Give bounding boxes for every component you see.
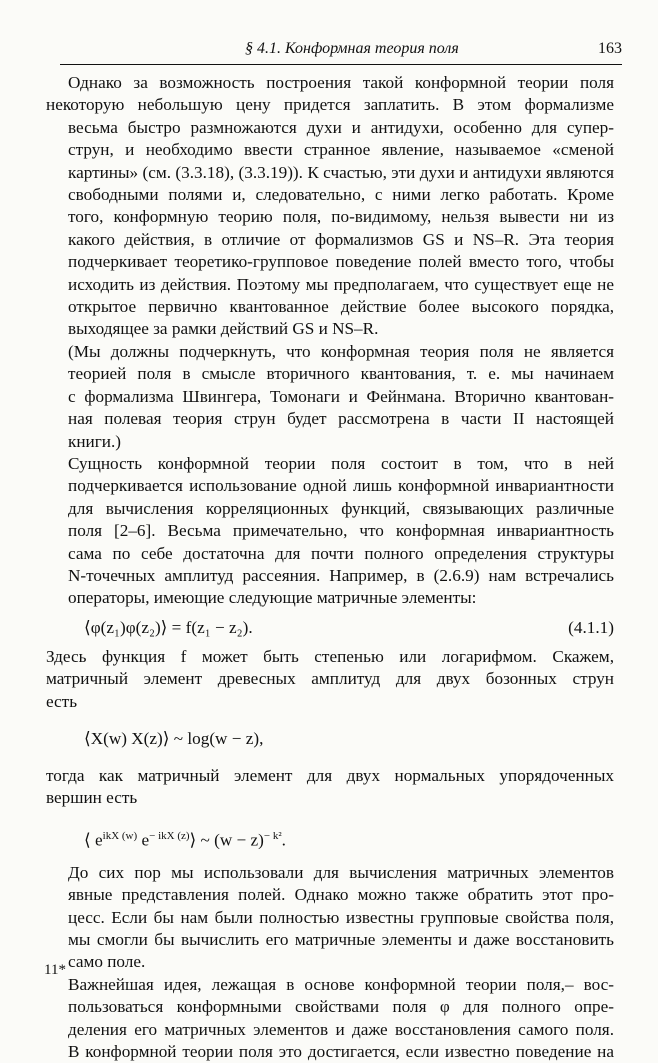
- eq-part: ⟨ e: [84, 830, 103, 850]
- text-line: какого действия, в отличие от формализмов GS и NS–R. Эта теория: [68, 229, 614, 249]
- text-line: исходить из действия. Поэтому мы предполагаем, что существует еще не: [68, 274, 614, 294]
- text-line: матричный элемент древесных амплитуд для двух бозонных струн: [46, 669, 614, 689]
- paragraph-4: [46, 646, 614, 713]
- text-line: ная полевая теория струн будет рассмотрена в части II настоящей: [68, 409, 614, 429]
- page-number: 163: [598, 40, 622, 57]
- text-line: выходящее за рамки действий GS и NS–R.: [68, 319, 379, 339]
- text-line: картины» (см. (3.3.18), (3.3.19)). К счастью, эти духи и антидухи являются: [68, 162, 614, 182]
- text-line: мы смогли бы вычислить его матричные элементы и даже восстановить: [68, 930, 614, 949]
- equation-vertex: [46, 818, 614, 854]
- text-line: сама по себе достаточна для почти полного определения структуры: [68, 543, 614, 563]
- eq-part: e: [137, 830, 150, 850]
- text-line: теорией поля в смысле вторичного квантования, т. е. мы начинаем: [68, 364, 614, 384]
- header-rule: [60, 64, 622, 65]
- text-line: Здесь функция f может быть степенью или логарифмом. Скажем,: [46, 646, 614, 666]
- equation-number: (4.1.1): [568, 617, 614, 637]
- eq-part: ⟩ ~ (w − z): [189, 830, 264, 850]
- text-line: В конформной теории поля это достигается, если известно поведение на: [68, 1042, 614, 1062]
- text-line: подчеркивает теоретико-групповое поведение полей вместо того, чтобы: [68, 252, 614, 272]
- text-line: подчеркивается использование одной лишь конформной инвариантности: [68, 476, 614, 496]
- text-line: весьма быстро размножаются духи и антидухи, особенно для супер-: [68, 117, 614, 137]
- text-line: Важнейшая идея, лежащая в основе конформной теории поля,– вос-: [68, 974, 614, 994]
- equation-formula: ⟨φ(z₁)φ(z₂)⟩ = f(z₁ − z₂).: [84, 617, 253, 637]
- paragraph-2: [46, 341, 614, 453]
- text-line: (Мы должны подчеркнуть, что конформная теория поля не является: [68, 341, 614, 361]
- text-line: пользоваться конформными свойствами поля φ для полного опре-: [68, 997, 614, 1017]
- eq-part: .: [281, 830, 286, 850]
- equation-4-1-1: [46, 610, 614, 646]
- spacer: [46, 757, 614, 765]
- text-line: поля [2–6]. Весьма примечательно, что конформная инвариантность: [68, 521, 614, 541]
- text-line: того, конформную теорию поля, по-видимому, нельзя вывести ни из: [68, 207, 614, 227]
- spacer: [46, 810, 614, 818]
- text-line: книги.): [68, 431, 122, 451]
- text-line: есть: [46, 691, 78, 711]
- running-header: [60, 36, 622, 62]
- text-line: свободными полями и, следовательно, с ними легко работать. Кроме: [68, 185, 614, 205]
- text-line: цесс. Если бы нам были полностью известны групповые свойства поля,: [68, 907, 614, 927]
- signature-mark: 11*: [44, 962, 66, 978]
- text-line: До сих пор мы использовали для вычисления матричных элементов: [68, 862, 614, 882]
- text-line: Однако за возможность построения такой конформной теории поля: [68, 73, 614, 92]
- text-line: тогда как матричный элемент для двух нормальных упорядоченных: [46, 765, 614, 785]
- text-line: струн, и необходимо ввести странное явление, называемое «сменой: [68, 140, 614, 160]
- paragraph-5: [46, 765, 614, 810]
- text-line: для вычисления корреляционных функций, связывающих различные: [68, 498, 614, 518]
- text-line: некоторую небольшую цену придется заплатить. В этом формализме: [46, 95, 614, 115]
- equation-log: [46, 721, 614, 757]
- eq-superscript: ikX (w): [102, 829, 138, 842]
- text-line: операторы, имеющие следующие матричные элементы:: [68, 588, 477, 608]
- section-title: § 4.1. Конформная теория поля: [245, 40, 459, 57]
- body-text: [46, 72, 614, 1063]
- eq-superscript: − ikX (z): [149, 829, 190, 842]
- paragraph-1: [46, 72, 614, 341]
- equation-formula: [84, 818, 286, 859]
- text-line: вершин есть: [46, 788, 138, 808]
- paragraph-3: [46, 453, 614, 610]
- text-line: открытое первично квантованное действие более высокого порядка,: [68, 297, 614, 317]
- spacer: [46, 713, 614, 721]
- text-line: деления его матричных элементов и даже восстановления самого поля.: [68, 1019, 614, 1039]
- text-line: с формализма Швингера, Томонаги и Фейнмана. Вторично квантован-: [68, 386, 614, 406]
- paragraph-7: [46, 974, 614, 1063]
- eq-superscript: − k²: [263, 829, 282, 842]
- paragraph-6: [46, 862, 614, 974]
- text-line: N-точечных амплитуд рассеяния. Например, в (2.6.9) нам встречались: [68, 565, 614, 585]
- equation-formula: ⟨X(w) X(z)⟩ ~ log(w − z),: [84, 728, 264, 748]
- text-line: явные представления полей. Однако можно также обратить этот про-: [68, 885, 614, 905]
- text-line: Сущность конформной теории поля состоит в том, что в ней: [68, 453, 614, 473]
- text-line: само поле.: [68, 952, 146, 972]
